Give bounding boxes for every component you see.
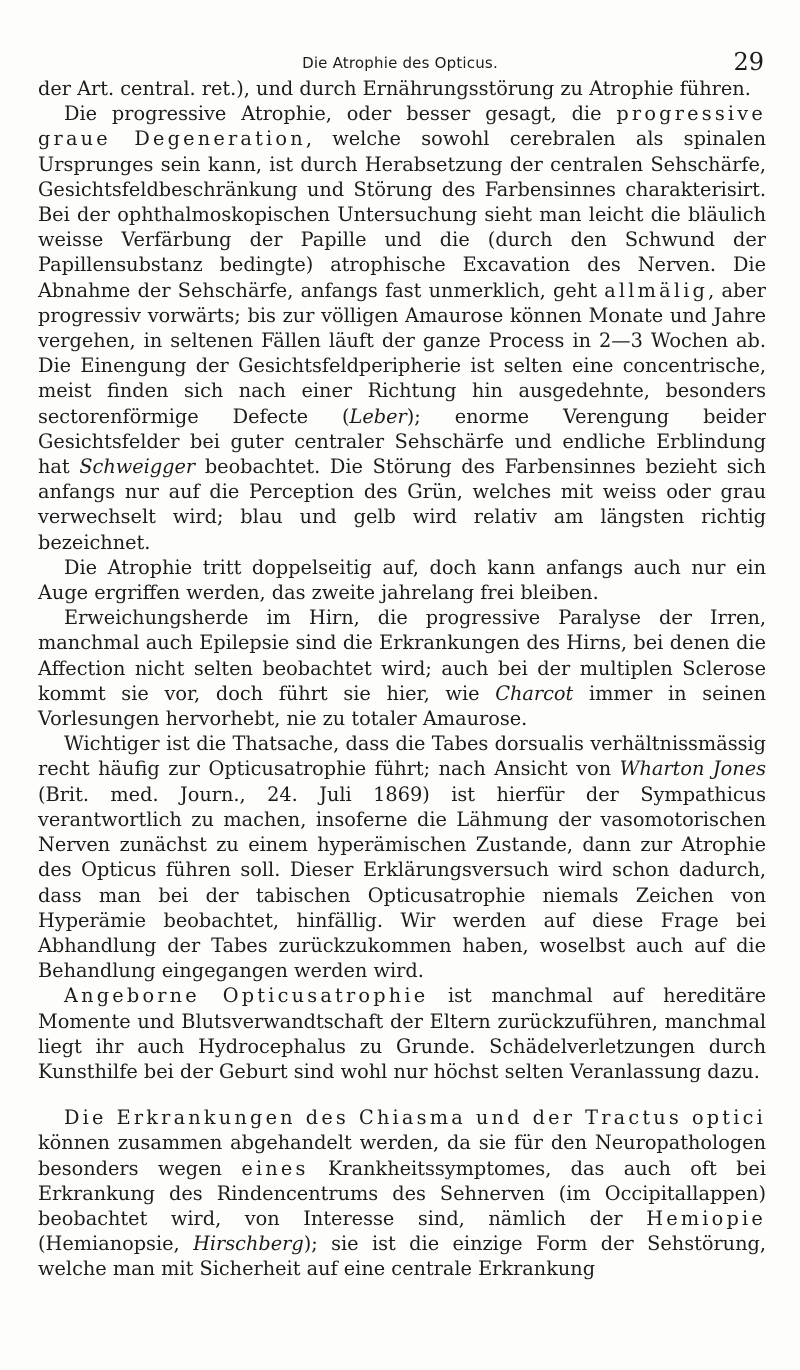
spaced-emphasis: Angeborne Opticusatrophie — [64, 984, 429, 1008]
text-run: ); sie ist die einzige Form der Sehstörung, welche man mit Sicherheit auf eine centrale Erkrankung — [38, 1232, 766, 1281]
italic-name: Leber — [349, 404, 407, 428]
text-run: immer in seinen Vorlesungen hervorhebt, nie zu totaler Amaurose. — [38, 681, 766, 731]
body-text — [38, 76, 766, 1282]
italic-name: Charcot — [495, 681, 574, 705]
text-run: ); enorme Verengung beider Gesichtsfelder bei guter centraler Sehschärfe und endliche Erblindung hat — [38, 404, 766, 479]
text-run: (Hemianopsie, — [38, 1232, 194, 1256]
paragraph — [38, 76, 766, 101]
paragraph — [38, 605, 766, 731]
text-run: der Art. central. ret.), und durch Ernährungsstörung zu Atrophie führen. — [38, 77, 751, 100]
italic-name: Hirschberg — [193, 1232, 304, 1256]
spaced-emphasis: eines — [241, 1156, 309, 1180]
paragraph — [38, 731, 766, 983]
text-run: Die progressive Atrophie, oder besser gesagt, die — [64, 102, 617, 126]
spaced-emphasis: progressive graue Degeneration — [38, 102, 766, 151]
running-head-title: Die Atrophie des Opticus. — [302, 54, 498, 72]
paragraph — [38, 555, 766, 605]
text-run: , welche sowohl cerebralen als spinalen Ursprunges sein kann, ist durch Herabsetzung der centralen Sehschärfe, Gesichtsfeldbeschränkung und Störung des Farbensinnes charakterisirt. Bei der ophthalmoskopischen Untersuchung sieht man leicht die bläulich weisse Verfärbung der Papille und die (durch den Schwund der Papillensubstanz bedingte) atrophische Excavation des Nerven. Die Abnahme der Sehschärfe, anfangs fast unmerklich, geht — [38, 127, 766, 302]
paragraph — [38, 983, 766, 1084]
text-run: können zusammen abgehandelt werden, da sie für den Neuropathologen besonders wegen — [38, 1131, 766, 1180]
spaced-emphasis: Hemiopie — [646, 1206, 766, 1230]
spaced-emphasis: Die Erkrankungen des Chiasma und der Tractus optici — [64, 1106, 766, 1130]
text-run: Krankheitssymptomes, das auch oft bei Erkrankung des Rindencentrums des Sehnerven (im Occipitallappen) beobachtet wird, von Interesse sind, nämlich der — [38, 1156, 766, 1230]
text-run: (Brit. med. Journ., 24. Juli 1869) ist hierfür der Sympathicus verantwortlich zu machen, insoferne die Lähmung der vasomotorischen Nerven zunächst zu einem hyperämischen Zustande, dann zur Atrophie des Opticus führen soll. Dieser Erklärungsversuch wird schon dadurch, dass man bei der tabischen Opticusatrophie niemals Zeichen von Hyperämie beobachtet, hinfällig. Wir werden auf diese Frage bei Abhandlung der Tabes zurückzukommen haben, woselbst auch auf die Behandlung eingegangen werden wird. — [38, 782, 766, 983]
paragraph — [38, 101, 766, 555]
text-run: ist manchmal auf hereditäre Momente und Blutsverwandtschaft der Eltern zurückzuführen, manchmal liegt ihr auch Hydrocephalus zu Grunde. Schädelverletzungen durch Kunsthilfe bei der Geburt sind wohl nur höchst selten Veranlassung dazu. — [38, 984, 766, 1083]
page-number: 29 — [733, 48, 764, 76]
italic-name: Wharton Jones — [619, 757, 766, 781]
running-head — [0, 48, 800, 78]
text-run: Die Atrophie tritt doppelseitig auf, doch kann anfangs auch nur ein Auge ergriffen werden, das zweite jahrelang frei bleiben. — [38, 555, 766, 605]
text-run: Erweichungsherde im Hirn, die progressive Paralyse der Irren, manchmal auch Epilepsie sind die Erkrankungen des Hirns, bei denen die Affection nicht selten beobachtet wird; auch bei der multiplen Sclerose kommt sie vor, doch führt sie hier, wie — [38, 606, 766, 705]
italic-name: Schweigger — [79, 455, 196, 479]
text-run: beobachtet. Die Störung des Farbensinnes bezieht sich anfangs nur auf die Perception des Grün, welches mit weiss oder grau verwechselt wird; blau und gelb wird relativ am längsten richtig bezeichnet. — [38, 455, 766, 554]
spaced-emphasis: allmälig — [604, 278, 709, 302]
text-run: Wichtiger ist die Thatsache, dass die Tabes dorsualis verhältnissmässig recht häufig zur Opticusatrophie führt; nach Ansicht von — [38, 732, 766, 781]
paragraph — [38, 1105, 766, 1281]
text-run: , aber progressiv vorwärts; bis zur völligen Amaurose können Monate und Jahre vergehen, in seltenen Fällen läuft der ganze Process in 2—3 Wochen ab. Die Einengung der Gesichtsfeldperipherie ist selten eine concentrische, meist finden sich nach einer Richtung hin ausgedehnte, besonders sectorenförmige Defecte ( — [38, 278, 766, 428]
